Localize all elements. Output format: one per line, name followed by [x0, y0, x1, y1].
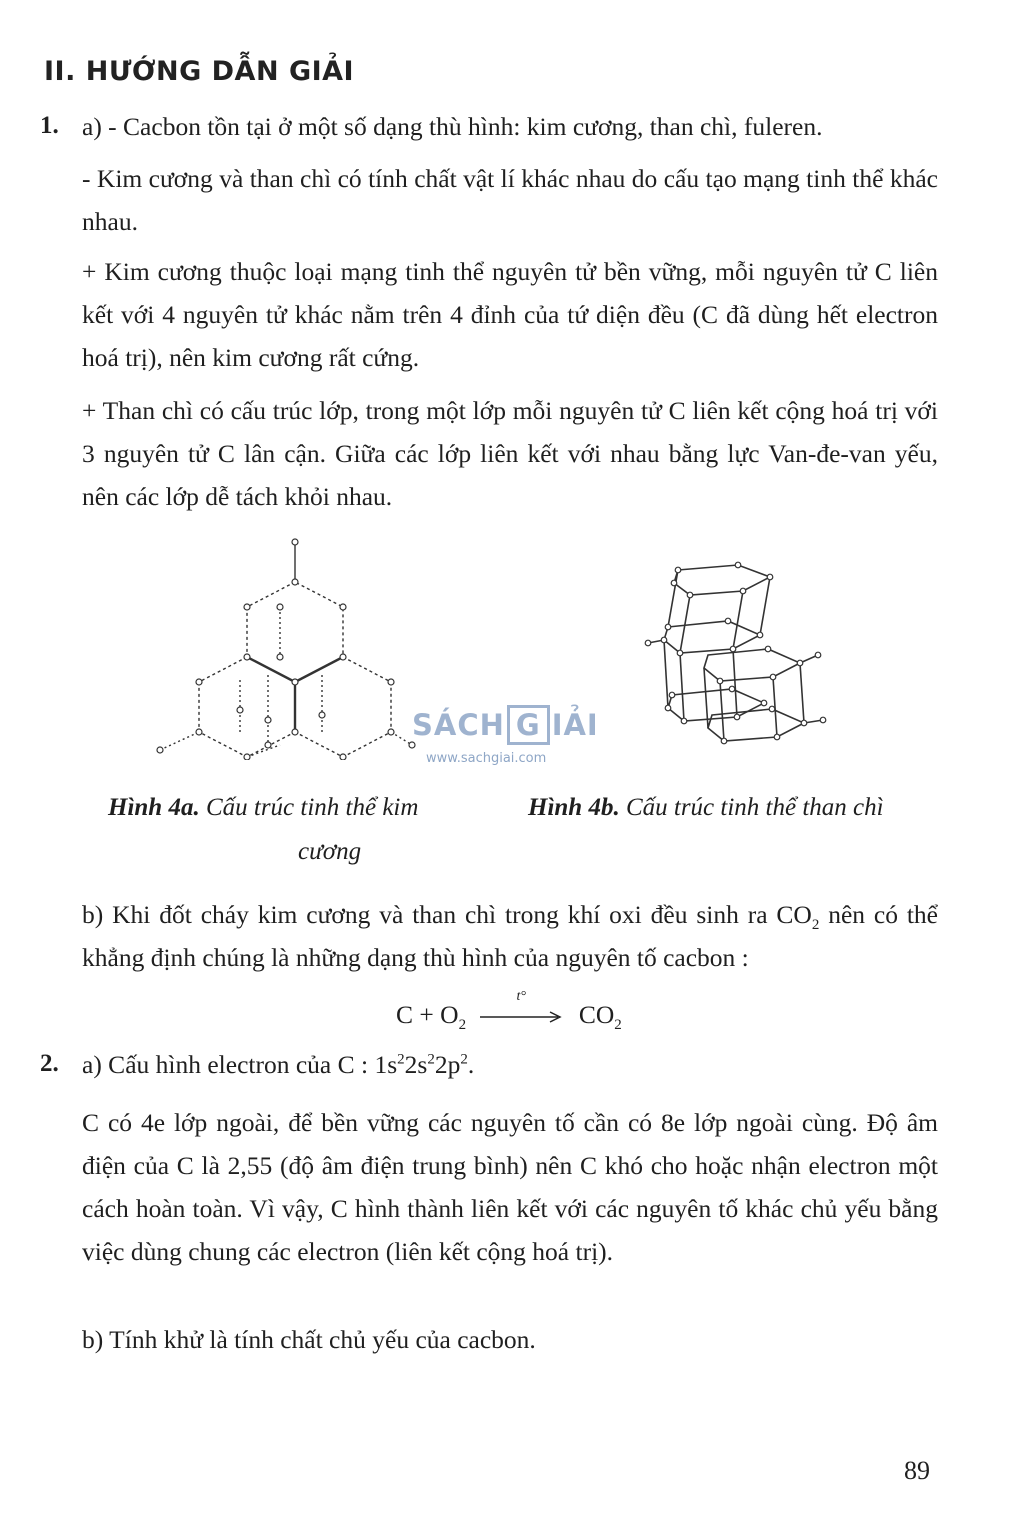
q1-a-graphite: + Than chì có cấu trúc lớp, trong một lớp mỗi nguyên tử C liên kết cộng hoá trị với 3 nguyên tử C lân cận. Giữa các lớp liên kết với nhau bằng lực Van-đe-van yếu, nên các lớp dễ tách khỏi nhau. [82, 396, 938, 511]
config-2p: 2p [434, 1050, 461, 1079]
figure-4a-label: Hình 4a. [108, 794, 200, 821]
equation-right-subscript: 2 [614, 1017, 622, 1034]
q1-b-text [82, 893, 938, 979]
figure-4b-label: Hình 4b. [528, 794, 620, 821]
q2-b-text: b) Tính khử là tính chất chủ yếu của cacbon. [82, 1325, 536, 1354]
graphite-structure-figure [628, 555, 833, 755]
q1-b-text-part2: nên có thể khẳng định chúng là những dạng thù hình của nguyên tố cacbon : [82, 900, 938, 972]
config-sup-2: 2 [427, 1051, 435, 1068]
q1-a-diamond: + Kim cương thuộc loại mạng tinh thể nguyên tử bền vững, mỗi nguyên tử C liên kết với 4 nguyên tử khác nằm trên 4 đỉnh của tứ diện đều (C đã dùng hết electron hoá trị), nên kim cương rất cứng. [82, 257, 938, 372]
config-end: . [467, 1050, 475, 1079]
page-number: 89 [904, 1456, 930, 1485]
reaction-arrow [478, 989, 566, 1027]
section-heading: II. HƯỚNG DẪN GIẢI [44, 56, 355, 87]
equation-left-subscript: 2 [458, 1017, 467, 1034]
figure-4b-caption-text: Cấu trúc tinh thể than chì [625, 794, 884, 821]
watermark-brand [412, 705, 622, 745]
watermark-brand-letter: G [507, 705, 550, 745]
figure-4a-caption [108, 794, 418, 822]
question-1-number: 1. [40, 112, 59, 139]
arrow-icon [478, 1007, 566, 1027]
equation-left: C + O [396, 1000, 459, 1029]
config-prefix: a) Cấu hình electron của C : 1s [82, 1050, 398, 1079]
watermark-brand-left: SÁCH [412, 708, 505, 742]
config-2s: 2s [404, 1050, 428, 1079]
co2-subscript: 2 [811, 917, 820, 934]
q1-a-line2: - Kim cương và than chì có tính chất vật lí khác nhau do cấu tạo mạng tinh thể khác nhau. [82, 164, 938, 236]
watermark-url: www.sachgiai.com [426, 751, 547, 766]
diamond-structure-figure [150, 530, 420, 760]
q2-a-config [82, 1050, 474, 1080]
combustion-equation [396, 989, 622, 1034]
q1-a-line1: a) - Cacbon tồn tại ở một số dạng thù hình: kim cương, than chì, fuleren. [82, 112, 823, 141]
config-sup-1: 2 [397, 1051, 405, 1068]
equation-right: CO [578, 1000, 615, 1029]
q2-a-explanation: C có 4e lớp ngoài, để bền vững các nguyên tố cần có 8e lớp ngoài cùng. Độ âm điện của C là 2,55 (độ âm điện trung bình) nên C khó cho hoặc nhận electron một cách hoàn toàn. Vì vậy, C hình thành liên kết với các nguyên tố khác chủ yếu bằng việc dùng chung các electron (liên kết cộng hoá trị). [82, 1108, 938, 1266]
q1-b-text-part1: b) Khi đốt cháy kim cương và than chì trong khí oxi đều sinh ra CO [82, 900, 812, 929]
figure-4a-caption-text: Cấu trúc tinh thể kim [205, 794, 419, 821]
figure-4b-caption [528, 794, 884, 822]
watermark-brand-right: IẢI [551, 708, 599, 742]
watermark [412, 705, 622, 795]
reaction-condition: t° [516, 989, 526, 1005]
figure-4a-caption-line2: cương [298, 838, 362, 865]
config-sup-3: 2 [460, 1051, 468, 1068]
question-2-number: 2. [40, 1050, 59, 1077]
